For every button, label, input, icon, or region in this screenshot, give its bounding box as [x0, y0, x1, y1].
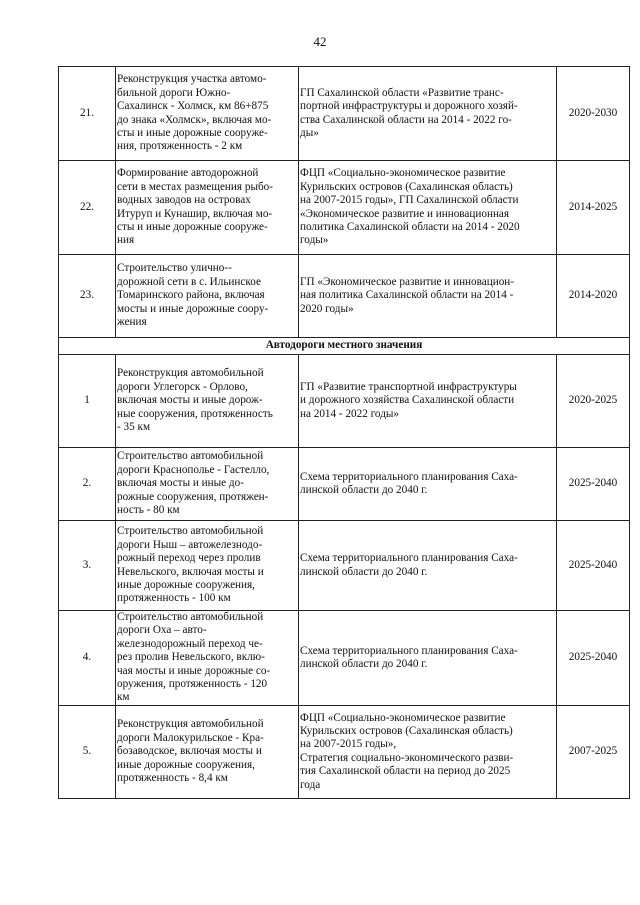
cell-line: жения — [117, 316, 147, 329]
basis-cell — [299, 255, 557, 338]
cell-line: «Экономическое развитие и инновационная — [300, 207, 510, 220]
cell-line: ФЦП «Социально-экономическое развитие — [300, 711, 506, 724]
period-cell: 2025-2040 — [557, 448, 630, 521]
cell-line: на 2014 - 2022 годы» — [300, 407, 399, 420]
period-cell: 2020-2025 — [557, 355, 630, 448]
row-number: 1 — [59, 355, 116, 448]
cell-line: дороги Малокурильское - Кра- — [117, 731, 264, 744]
cell-line: ГП Сахалинской области «Развитие транс- — [300, 86, 504, 99]
basis-cell — [299, 611, 557, 706]
cell-line: дороги Углегорск - Орлово, — [117, 380, 248, 393]
cell-line: Строительство улично-- — [117, 262, 232, 275]
period-cell: 2020-2030 — [557, 67, 630, 161]
row-number: 22. — [59, 161, 116, 255]
object-cell — [116, 448, 299, 521]
cell-line: Схема территориального планирования Саха- — [300, 552, 518, 565]
period-cell: 2007-2025 — [557, 705, 630, 798]
period-cell: 2025-2040 — [557, 611, 630, 706]
cell-line: Курильских островов (Сахалинская область) — [300, 725, 513, 738]
basis-cell — [299, 521, 557, 611]
cell-line: дороги Ныш – автожелезнодо- — [117, 538, 263, 551]
cell-line: водных заводов на островах — [117, 194, 251, 207]
cell-line: железнодорожный переход че- — [117, 637, 263, 650]
object-cell — [116, 611, 299, 706]
cell-line: - 35 км — [117, 421, 151, 434]
object-cell — [116, 67, 299, 161]
section-title: Автодороги местного значения — [59, 338, 630, 355]
cell-line: включая мосты и иные дорож- — [117, 394, 263, 407]
period-cell: 2014-2025 — [557, 161, 630, 255]
cell-line: бозаводское, включая мосты и — [117, 745, 262, 758]
cell-line: рожные сооружения, протяжен- — [117, 490, 269, 503]
table-row — [59, 67, 630, 161]
object-cell — [116, 255, 299, 338]
row-number: 23. — [59, 255, 116, 338]
cell-line: годы» — [300, 234, 329, 247]
basis-cell — [299, 355, 557, 448]
table-row — [59, 521, 630, 611]
basis-cell — [299, 705, 557, 798]
cell-line: Сахалинск - Холмск, км 86+875 — [117, 100, 269, 113]
cell-line: дороги Краснополье - Гастелло, — [117, 463, 270, 476]
object-cell — [116, 705, 299, 798]
table-row — [59, 448, 630, 521]
cell-line: протяженность - 8,4 км — [117, 771, 228, 784]
cell-line: на 2007-2015 годы», — [300, 738, 397, 751]
cell-line: дороги Оха – авто- — [117, 624, 207, 637]
cell-line: включая мосты и иные до- — [117, 477, 244, 490]
cell-line: ГП «Экономическое развитие и инновацион- — [300, 275, 515, 288]
cell-line: Курильских островов (Сахалинская область) — [300, 180, 513, 193]
cell-line: иные дорожные сооружения, — [117, 758, 255, 771]
cell-line: чая мосты и иные дорожные со- — [117, 664, 271, 677]
cell-line: Томаринского района, включая — [117, 289, 265, 302]
cell-line: км — [117, 691, 130, 704]
cell-line: Стратегия социально-экономического разви- — [300, 751, 514, 764]
cell-line: иные дорожные сооружения, — [117, 578, 255, 591]
cell-line: линской области до 2040 г. — [300, 657, 428, 670]
table-row — [59, 611, 630, 706]
cell-line: Реконструкция автомобильной — [117, 367, 264, 380]
cell-line: ства Сахалинской области на 2014 - 2022 го- — [300, 113, 512, 126]
cell-line: бильной дороги Южно- — [117, 86, 231, 99]
cell-line: ГП «Развитие транспортной инфраструктуры — [300, 380, 517, 393]
cell-line: ность - 80 км — [117, 504, 180, 517]
object-cell — [116, 161, 299, 255]
cell-line: и дорожного хозяйства Сахалинской области — [300, 394, 515, 407]
period-cell: 2014-2020 — [557, 255, 630, 338]
cell-line: сты и иные дорожные сооруже- — [117, 220, 268, 233]
row-number: 5. — [59, 705, 116, 798]
cell-line: на 2007-2015 годы», ГП Сахалинской области — [300, 194, 519, 207]
cell-line: мосты и иные дорожные соору- — [117, 302, 269, 315]
cell-line: ная политика Сахалинской области на 2014 - — [300, 289, 514, 302]
object-cell — [116, 355, 299, 448]
cell-line: рожный переход через пролив — [117, 552, 261, 565]
cell-line: линской области до 2040 г. — [300, 565, 428, 578]
cell-line: Формирование автодорожной — [117, 167, 259, 180]
basis-cell — [299, 67, 557, 161]
cell-line: года — [300, 778, 321, 791]
cell-line: линской области до 2040 г. — [300, 484, 428, 496]
cell-line: протяженность - 100 км — [117, 592, 231, 605]
cell-line: ФЦП «Социально-экономическое развитие — [300, 167, 506, 180]
table-row — [59, 255, 630, 338]
projects-table — [58, 66, 630, 799]
cell-line: до знака «Холмск», включая мо- — [117, 113, 272, 126]
cell-line: сети в местах размещения рыбо- — [117, 180, 273, 193]
cell-line: Реконструкция автомобильной — [117, 718, 264, 731]
table-row — [59, 705, 630, 798]
cell-line: Реконструкция участка автомо- — [117, 73, 267, 86]
cell-line: портной инфраструктуры и дорожного хозяй- — [300, 100, 518, 113]
cell-line: ды» — [300, 126, 319, 139]
row-number: 21. — [59, 67, 116, 161]
cell-line: Итуруп и Кунашир, включая мо- — [117, 207, 273, 220]
cell-line: дорожной сети в с. Ильинское — [117, 275, 261, 288]
cell-line: Схема территориального планирования Саха- — [300, 470, 518, 483]
basis-cell — [299, 161, 557, 255]
cell-line: Строительство автомобильной — [117, 611, 264, 623]
cell-line: Схема территориального планирования Саха- — [300, 644, 518, 657]
cell-line: ные сооружения, протяженность — [117, 407, 273, 420]
object-cell — [116, 521, 299, 611]
cell-line: сты и иные дорожные сооруже- — [117, 126, 268, 139]
table-row — [59, 161, 630, 255]
row-number: 3. — [59, 521, 116, 611]
period-cell: 2025-2040 — [557, 521, 630, 611]
basis-cell — [299, 448, 557, 521]
cell-line: 2020 годы» — [300, 302, 354, 315]
cell-line: ния, протяженность - 2 км — [117, 140, 243, 153]
cell-line: Строительство автомобильной — [117, 525, 264, 538]
cell-line: Строительство автомобильной — [117, 450, 264, 463]
table-row — [59, 355, 630, 448]
cell-line: политика Сахалинской области на 2014 - 2020 — [300, 220, 520, 233]
row-number: 2. — [59, 448, 116, 521]
cell-line: тия Сахалинской области на период до 2025 — [300, 765, 511, 778]
cell-line: Невельского, включая мосты и — [117, 565, 264, 578]
row-number: 4. — [59, 611, 116, 706]
cell-line: ния — [117, 234, 135, 247]
cell-line: рез пролив Невельского, вклю- — [117, 651, 265, 664]
cell-line: оружения, протяженность - 120 — [117, 678, 268, 691]
section-row — [59, 338, 630, 355]
page-number: 42 — [313, 34, 327, 49]
